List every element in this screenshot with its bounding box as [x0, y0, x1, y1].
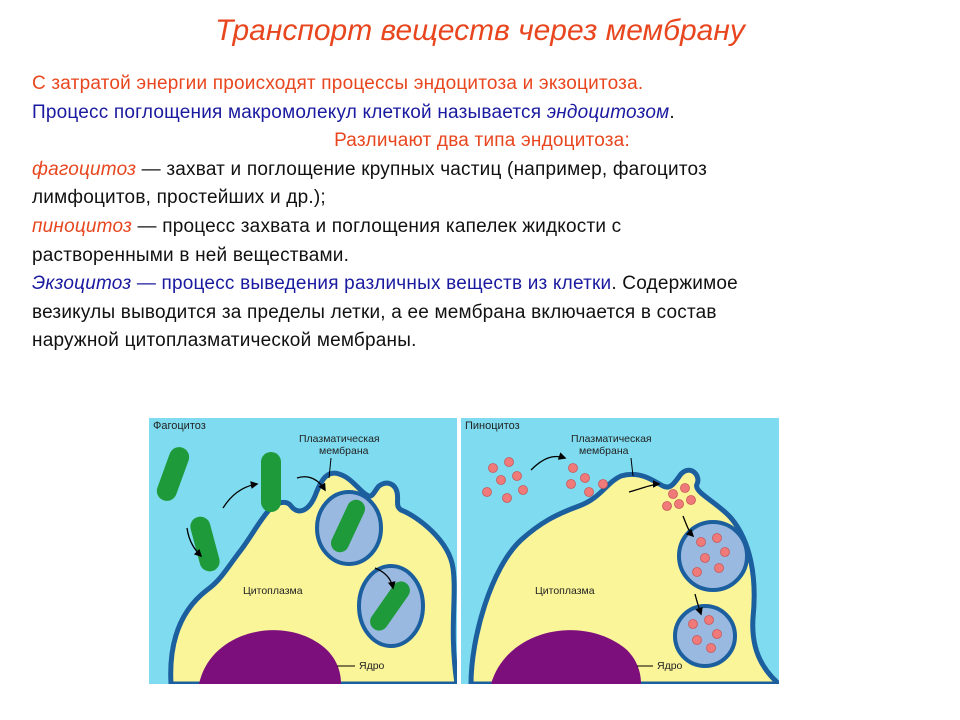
phagocytosis-panel	[149, 418, 457, 684]
panel-label: Фагоцитоз	[153, 420, 206, 432]
particle	[261, 452, 281, 512]
membrane-label: Плазматическая	[299, 433, 380, 445]
membrane-label: мембрана	[579, 445, 629, 457]
endocytosis-diagram	[149, 418, 779, 684]
slide-title: Транспорт веществ через мембрану	[215, 14, 745, 47]
cytoplasm-label: Цитоплазма	[535, 585, 595, 597]
paragraph-exocytosis-cont1: везикулы выводится за пределы летки, а ее мембрана включается в состав	[32, 301, 717, 323]
paragraph-energy: С затратой энергии происходят процессы эндоцитоза и экзоцитоза.	[32, 73, 644, 94]
cytoplasm-label: Цитоплазма	[243, 585, 303, 597]
paragraph-exocytosis-cont2: наружной цитоплазматической мембраны.	[32, 330, 417, 352]
nucleus-label: Ядро	[657, 660, 683, 672]
paragraph-phagocytosis: фагоцитоз — захват и поглощение крупных частиц (например, фагоцитоз	[32, 158, 707, 180]
pinocytosis-panel	[461, 418, 779, 684]
vesicle	[675, 606, 735, 666]
paragraph-two-types: Различают два типа эндоцитоза:	[334, 130, 630, 152]
paragraph-endocytosis-definition: Процесс поглощения макромолекул клеткой называется эндоцитозом.	[32, 101, 675, 123]
paragraph-phagocytosis-cont: лимфоцитов, простейших и др.);	[32, 187, 326, 209]
term-pinocytosis: пиноцитоз	[32, 215, 133, 237]
vesicle	[679, 522, 747, 590]
panel-divider	[457, 418, 461, 684]
nucleus-label: Ядро	[359, 660, 385, 672]
membrane-label: Плазматическая	[571, 433, 652, 445]
body-text	[32, 70, 932, 356]
panel-label: Пиноцитоз	[465, 420, 520, 432]
paragraph-pinocytosis: пиноцитоз — процесс захвата и поглощения капелек жидкости с	[32, 215, 622, 237]
term-exocytosis: Экзоцитоз	[32, 273, 132, 295]
term-phagocytosis: фагоцитоз	[32, 158, 137, 180]
paragraph-exocytosis: Экзоцитоз — процесс выведения различных веществ из клетки. Содержимое	[32, 273, 738, 295]
paragraph-pinocytosis-cont: растворенными в ней веществами.	[32, 244, 350, 266]
membrane-label: мембрана	[319, 445, 369, 457]
